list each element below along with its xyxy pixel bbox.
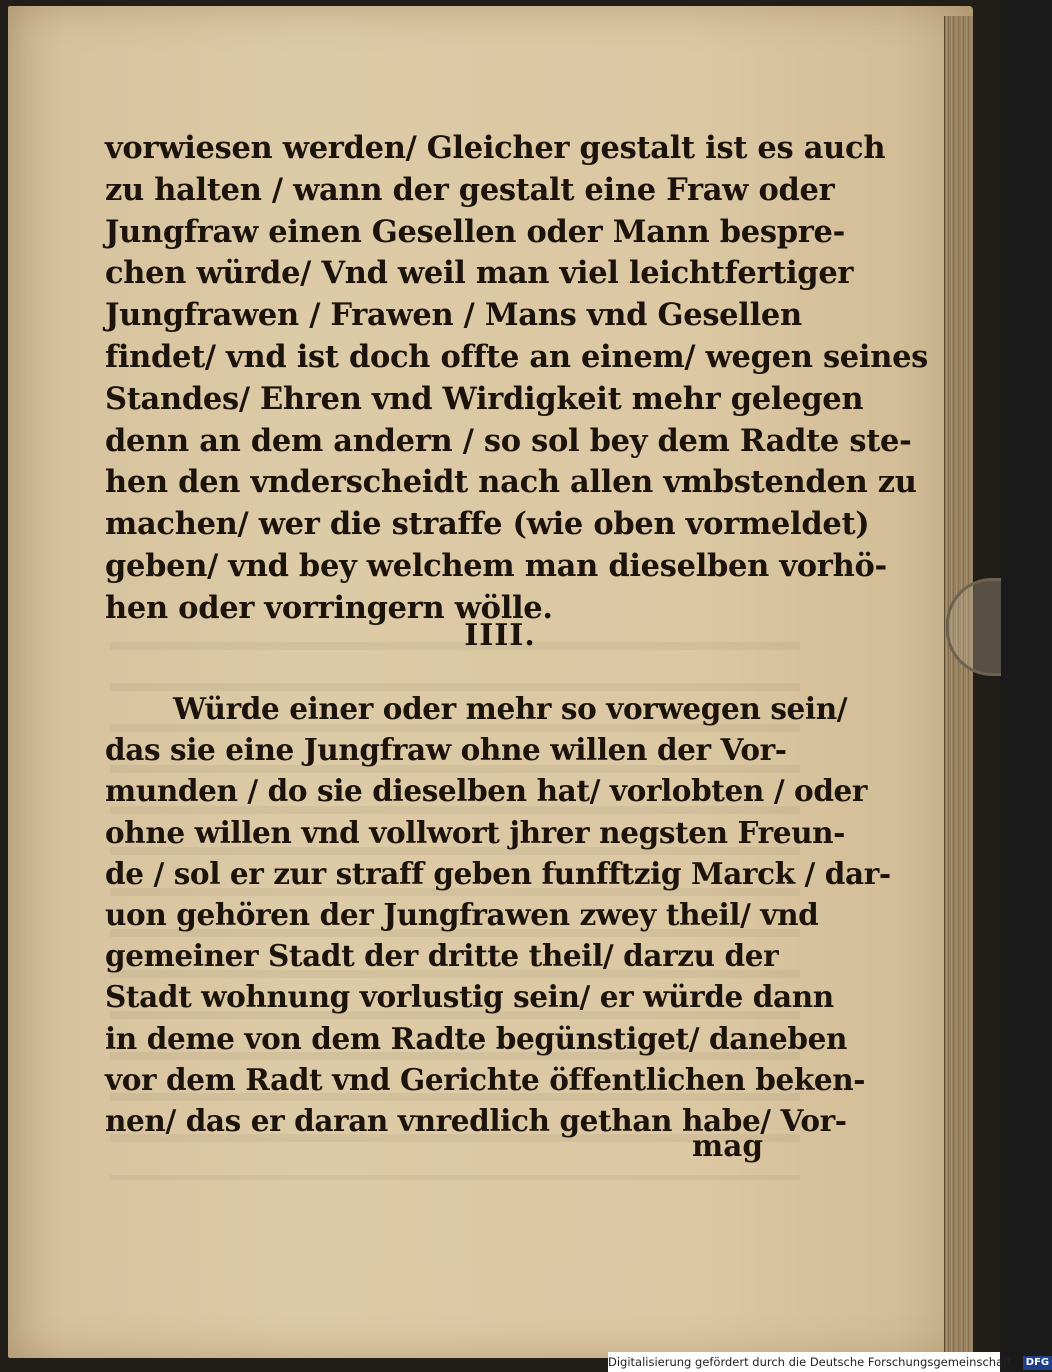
text-line: gemeiner Stadt der dritte theil/ darzu der (105, 938, 779, 974)
catchword: mag (692, 1128, 763, 1163)
text-line: chen würde/ Vnd weil man viel leichtfertiger (105, 255, 854, 292)
page-edges (944, 16, 973, 1361)
text-line: denn an dem andern / so sol bey dem Radte ste- (105, 422, 912, 459)
digitization-credit (608, 1352, 1050, 1372)
text-line: in deme von dem Radte begünstiget/ daneben (105, 1020, 848, 1056)
text-line: machen/ wer die straffe (wie oben vormeldet) (105, 506, 870, 543)
text-line: munden / do sie dieselben hat/ vorlobten / oder (105, 773, 868, 809)
text-line: Würde einer oder mehr so vorwegen sein/ (173, 691, 848, 726)
text-line: das sie eine Jungfraw ohne willen der Vor- (105, 732, 787, 768)
text-line: Stadt wohnung vorlustig sein/ er würde dann (105, 979, 834, 1015)
text-line: vor dem Radt vnd Gerichte öffentlichen beken- (105, 1061, 866, 1097)
section-heading: IIII. (464, 618, 536, 653)
text-line: de / sol er zur straff geben funfftzig Marck / dar- (105, 855, 891, 891)
text-line: uon gehören der Jungfrawen zwey theil/ vnd (105, 896, 819, 932)
text-line: ohne willen vnd vollwort jhrer negsten Freun- (105, 814, 846, 850)
paragraph-2 (105, 688, 891, 1141)
text-line: Jungfrawen / Frawen / Mans vnd Gesellen (105, 297, 802, 334)
text-line: geben/ vnd bey welchem man dieselben vorhö- (105, 547, 887, 584)
text-line: hen oder vorringern wölle. (105, 589, 553, 626)
text-line: findet/ vnd ist doch offte an einem/ wegen seines (105, 338, 929, 375)
text-line: hen den vnderscheidt nach allen vmbstenden zu (105, 464, 917, 501)
credit-text: Digitalisierung gefördert durch die Deutsche Forschungsgemeinschaft · (608, 1355, 1019, 1369)
text-line: Jungfraw einen Gesellen oder Mann bespre- (105, 213, 846, 250)
text-line: vorwiesen werden/ Gleicher gestalt ist es auch (105, 130, 886, 166)
dfg-logo-icon: DFG (1023, 1356, 1052, 1370)
paragraph-1 (105, 128, 929, 630)
text-line: zu halten / wann der gestalt eine Fraw oder (105, 171, 835, 208)
text-line: nen/ das er daran vnredlich gethan habe/ Vor- (105, 1102, 847, 1138)
text-line: Standes/ Ehren vnd Wirdigkeit mehr gelegen (105, 380, 864, 417)
